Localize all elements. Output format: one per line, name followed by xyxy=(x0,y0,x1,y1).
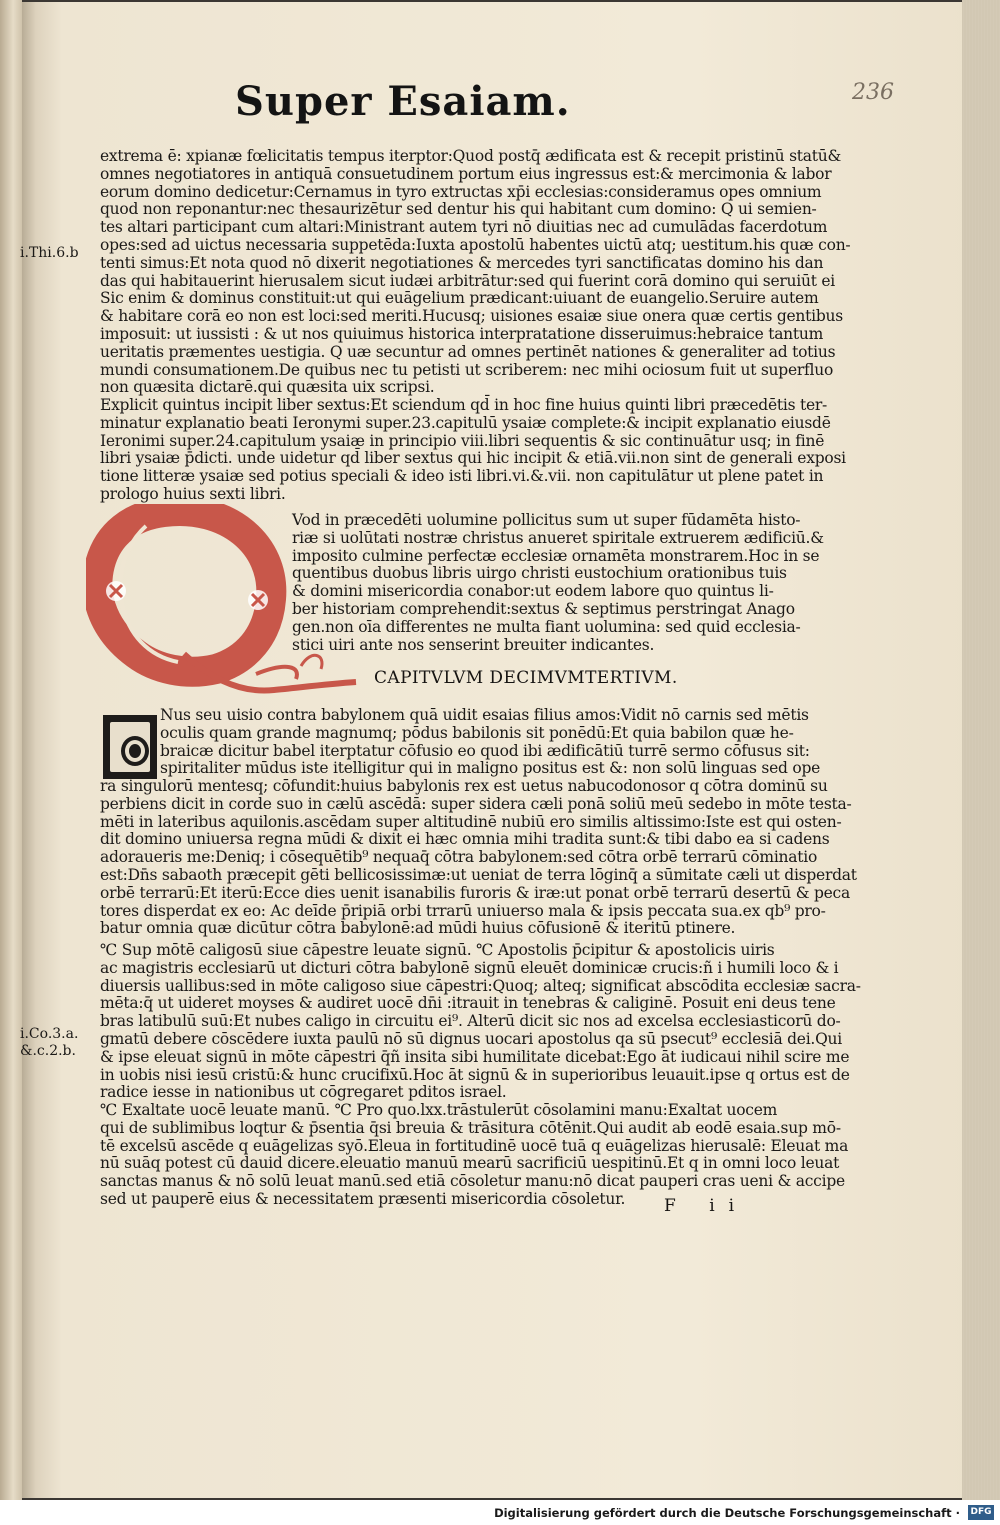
text-line: oculis quam grande magnumq; pōdus babilonis sit ponēdū:Et quia babilon quæ he- xyxy=(160,723,794,742)
dfg-logo: DFG xyxy=(968,1505,994,1520)
text-line: quentibus duobus libris uirgo christi eustochium orationibus tuis xyxy=(292,564,787,583)
text-line: tē excelsū ascēde q euāgelizas syō.Eleua in fortitudinē uocē tuā q euāgelizas hierusalē: Eleuat ma xyxy=(100,1136,849,1155)
running-head: Super Esaiam. xyxy=(235,78,571,125)
woodcut-initial xyxy=(103,715,157,779)
previous-page-edge xyxy=(0,0,22,1500)
text-line: Explicit quintus incipit liber sextus:Et sciendum qd̄ in hoc fine huius quinti libri præcedētis ter- xyxy=(100,396,828,414)
text-line: dit domino uniuersa regna mūdi & dixit ei hæc omnia mihi tradita sunt:& tibi dabo ea si cadens xyxy=(100,830,830,849)
paragraph-onus-indent xyxy=(160,707,960,778)
text-line: extrema ē: xpianæ fœlicitatis tempus iterptor:Quod postq̄ ædificata est & recepit pristinū statū& xyxy=(100,147,842,165)
text-line: ber historiam comprehendit:sextus & septimus perstringat Anago xyxy=(292,599,795,618)
text-line: non quæsita dictarē.qui quæsita uix scripsi. xyxy=(100,378,435,397)
text-line: quod non reponantur:nec thesaurizētur sed dentur his qui habitant cum domino: Q ui semien- xyxy=(100,200,817,219)
text-line: riæ si uolūtati nostræ christus anueret spiritale extruerem ædificiū.& xyxy=(292,528,824,547)
text-line: das qui habitauerint hierusalem sicut iudæi arbitrātur:sed qui fuerint corā domino qui seruiūt ei xyxy=(100,271,836,290)
text-line: adoraueris me:Deniq; i cōsequētib⁹ nequaq̄ cōtra babylonem:sed cōtra orbē terrarū cōminatio xyxy=(100,848,818,867)
chapter-heading: CAPITVLVM DECIMVMTERTIVM. xyxy=(374,668,678,688)
footer-bar xyxy=(0,1500,1000,1525)
text-line: est:Dn̄s sabaoth præcepit gēti bellicosissimæ:ut ueniat de terra lōginq̄ a sūmitate cæli ut disperdat xyxy=(100,865,857,884)
text-line: braicæ dicitur babel iterptatur cōfusio eo quod ibi ædificātiū turrē sermo cōfusus sit: xyxy=(160,741,810,760)
text-line: perbiens dicit in corde suo in cælū ascēdā: super sidera cæli ponā soliū meū sedebo in mōte testa- xyxy=(100,794,852,813)
text-line: ℃ Sup mōtē caligosū siue cāpestre leuate signū. ℃ Apostolis p̄cipitur & apostolicis uiris xyxy=(100,941,775,959)
text-line: radice iesse in nationibus ut cōgregaret pditos israel. xyxy=(100,1083,507,1102)
folio-number: 236 xyxy=(852,80,894,105)
text-line: ac magistris ecclesiarū ut dicturi cōtra babylonē signū eleuēt dominicæ crucis:ñ i humili loco & i xyxy=(100,958,839,977)
signature-mark: F ii xyxy=(664,1196,749,1216)
text-line: Ieronimi super.24.capitulum ysaiæ in principio viii.libri sequentis & sic continuātur usq; in finē xyxy=(100,431,825,450)
text-line: libri ysaiæ p̄dicti. unde uidetur qd̄ liber sextus qui hic incipit & etiā.vii.non sint de generali exposi xyxy=(100,449,846,468)
text-line: omnes negotiatores in antiquā consuetudinem portum eius ingressus est:& mercimonia & labor xyxy=(100,164,832,183)
paragraph-prologue-end xyxy=(100,148,960,397)
text-line: tenti simus:Et nota quod nō dixerit negotiationes & mercedes tyri sanctificatas domino his dan xyxy=(100,253,824,272)
text-line: spiritaliter mūdus iste itelligitur qui in maligno positus est &: non solū linguas sed ope xyxy=(160,759,821,778)
text-line: nū suāq potest cū dauid dicere.eleuatio manuū mearū sacrificiū uespitinū.Et q in omni loco leuat xyxy=(100,1154,840,1173)
woodcut-initial-center xyxy=(129,744,141,758)
text-line: imposito culmine perfectæ ecclesiæ ornamēta monstrarem.Hoc in se xyxy=(292,546,820,565)
woodcut-initial-letter xyxy=(105,717,106,718)
text-line: stici uiri ante nos senserint breuiter indicantes. xyxy=(292,635,655,654)
text-line: Nus seu uisio contra babylonem quā uidit esaias filius amos:Vidit nō carnis sed mētis xyxy=(160,706,809,724)
paragraph-exaltate xyxy=(100,1102,960,1209)
margin-note-co-line1: i.Co.3.a. xyxy=(20,1026,79,1042)
text-line: mēti in lateribus aquilonis.ascēdam super altitudinē nubiū ero similis altissimo:Iste est qui osten- xyxy=(100,812,842,831)
text-line: batur omnia quæ dicūtur cōtra babylonē:ad mūdi huius cōfusionē & iteritū ptinere. xyxy=(100,919,736,938)
footer-credit: Digitalisierung gefördert durch die Deutsche Forschungsgemeinschaft · xyxy=(494,1506,960,1520)
text-line: qui de sublimibus loqtur & p̄sentia q̄si breuia & trāsitura cōtēnit.Qui audit ab eodē esaia.sup mō- xyxy=(100,1118,841,1137)
paragraph-onus xyxy=(100,778,960,938)
text-line: prologo huius sexti libri. xyxy=(100,484,286,503)
text-line: gen.non oīa differentes ne multa fiant uolumina: sed quid ecclesia- xyxy=(292,617,801,636)
page-fore-edge xyxy=(962,0,1000,1500)
text-line: orbē terrarū:Et iterū:Ecce dies uenit isanabilis furoris & iræ:ut ponat orbē terrarū desertū & peca xyxy=(100,883,850,902)
text-line: tores disperdat ex eo: Ac deīde p̄ripiā orbi trrarū uniuerso mala & ipsis peccata sua.ex qb⁹ pro- xyxy=(100,901,826,920)
text-line: ra singulorū mentesq; cōfundit:huius babylonis rex est uetus nabucodonosor q cōtra dominū su xyxy=(100,777,828,795)
text-line: Vod in præcedēti uolumine pollicitus sum ut super fūdamēta histo- xyxy=(292,511,801,529)
text-line: & habitare corā eo non est loci:sed meriti.Hucusq; uisiones esaiæ siue onera quæ certis gentibus xyxy=(100,307,843,326)
text-line: in uobis nisi iesū cristū:& hunc crucifixū.Hoc āt signū & in superioribus leuauit.ipse q ortus est de xyxy=(100,1065,850,1084)
paragraph-preface xyxy=(292,511,824,654)
text-line: ueritatis præmentes uestigia. Q uæ secuntur ad omnes pertinēt nationes & generaliter ad totius xyxy=(100,342,836,361)
paragraph-signum xyxy=(100,942,960,1102)
text-line: imposuit: ut iussisti : & ut nos quiuimus historica interpratatione disseruimus:hebraice tantum xyxy=(100,324,824,343)
text-line: gmatū debere cōscēdere iuxta paulū nō sū dignus uocari apostolus qa sū psecut⁹ ecclesiā dei.Qui xyxy=(100,1029,842,1048)
text-line: mēta:q̄ ut uideret moyses & audiret uocē dn̄i :itrauit in tenebras & caliginē. Posuit eni deus tene xyxy=(100,994,836,1013)
text-line: minatur explanatio beati Ieronymi super.23.capitulū ysaiæ complete:& incipit explanatio eiusdē xyxy=(100,413,831,432)
text-line: & ipse eleuat signū in mōte cāpestri q̄ñ insita sibi humilitate dicebat:Ego āt iudicaui nihil scire me xyxy=(100,1047,850,1066)
text-line: tione litteræ ysaiæ sed potius speciali & ideo isti libri.vi.&.vii. non capitulātur ut plene patet in xyxy=(100,467,824,486)
text-line: bras latibulū suū:Et nubes caligo in circuitu ei⁹. Alterū dicit sic nos ad excelsa ecclesiasticorū do- xyxy=(100,1012,841,1031)
paragraph-explicit xyxy=(100,397,960,504)
margin-note-co-line2: &.c.2.b. xyxy=(20,1043,76,1059)
text-line: eorum domino dedicetur:Cernamus in tyro extructas xp̄i ecclesias:consideramus opes omnium xyxy=(100,182,822,201)
text-line: mundi consumationem.De quibus nec tu petisti ut scriberem: nec mihi ociosum fuit ut superfluo xyxy=(100,360,834,379)
text-line: sed ut pauperē eius & necessitatem præsenti misericordia cōsoletur. xyxy=(100,1189,626,1208)
text-line: Sic enim & dominus constituit:ut qui euāgelium prædicant:uiuant de euangelio.Seruire autem xyxy=(100,289,819,308)
text-line: opes:sed ad uictus necessaria suppetēda:Iuxta apostolū habentes uictū atq; uestitum.his quæ con- xyxy=(100,235,851,254)
woodcut-initial-field xyxy=(110,722,150,772)
text-line: diuersis uallibus:sed in mōte caligoso siue cāpestri:Quoq; alteq; significat abscōdita ecclesiæ sacra- xyxy=(100,976,861,995)
text-line: tes altari participant cum altari:Ministrant autem tyri nō diuitias nec ad cumulādas facerdotum xyxy=(100,218,828,237)
text-line: & domini misericordia conabor:ut eodem labore quo quintus li- xyxy=(292,582,774,601)
red-initial-q-letter: Q xyxy=(186,599,187,600)
text-line: sanctas manus & nō solū leuat manū.sed etiā cōsoletur manu:nō dicat pauperi cras ueni & accipe xyxy=(100,1172,845,1191)
margin-note-thi: i.Thi.6.b xyxy=(20,245,79,261)
text-line: ℃ Exaltate uocē leuate manū. ℃ Pro quo.lxx.trāstulerūt cōsolamini manu:Exaltat uocem xyxy=(100,1101,778,1119)
